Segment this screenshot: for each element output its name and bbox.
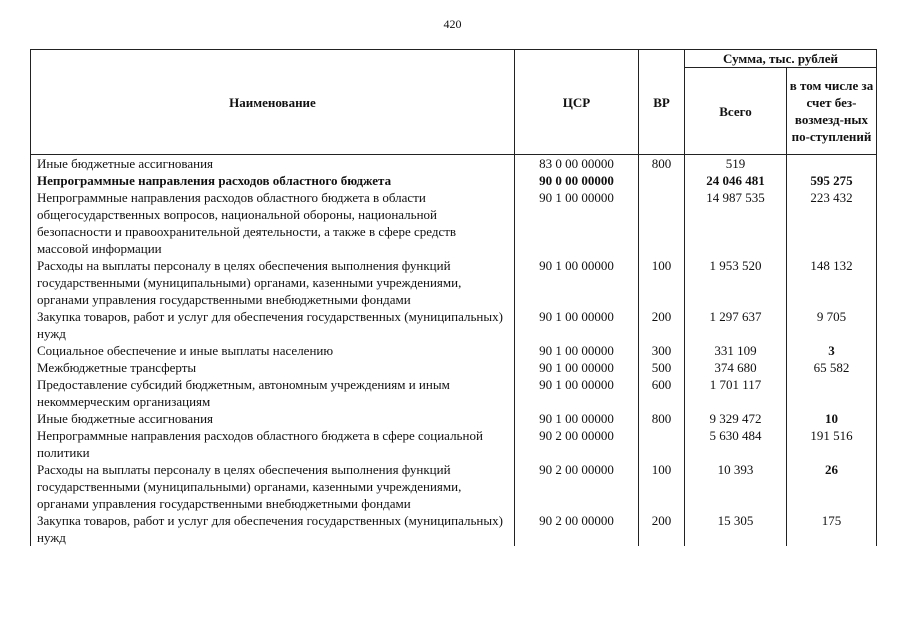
table-row — [31, 359, 877, 376]
table-row — [31, 308, 877, 342]
row-name: Расходы на выплаты персоналу в целях обеспечения выполнения функций государственными (муниципальными) органами, казенными учреждениями, органами управления государственными внебюджетными фондами — [31, 461, 515, 512]
row-name: Непрограммные направления расходов областного бюджета — [31, 172, 515, 189]
table-row — [31, 461, 877, 512]
row-csr: 90 1 00 00000 — [515, 410, 639, 427]
row-csr: 90 1 00 00000 — [515, 376, 639, 410]
row-free-receipts — [787, 155, 877, 173]
column-header-sum-group: Сумма, тыс. рублей — [685, 50, 877, 68]
row-vr: 100 — [639, 461, 685, 512]
row-free-receipts: 9 705 — [787, 308, 877, 342]
row-csr: 90 2 00 00000 — [515, 512, 639, 546]
column-header-name: Наименование — [31, 50, 515, 155]
row-name: Иные бюджетные ассигнования — [31, 155, 515, 173]
row-total: 15 305 — [685, 512, 787, 546]
row-total: 1 297 637 — [685, 308, 787, 342]
row-vr: 100 — [639, 257, 685, 308]
budget-table — [30, 49, 877, 546]
row-name: Расходы на выплаты персоналу в целях обеспечения выполнения функций государственными (муниципальными) органами, казенными учреждениями, органами управления государственными внебюджетными фондами — [31, 257, 515, 308]
column-header-total: Всего — [685, 68, 787, 155]
header-row-top — [31, 50, 877, 68]
row-name: Закупка товаров, работ и услуг для обеспечения государственных (муниципальных) нужд — [31, 512, 515, 546]
row-vr — [639, 189, 685, 257]
table-row — [31, 189, 877, 257]
row-free-receipts: 10 — [787, 410, 877, 427]
row-free-receipts: 3 — [787, 342, 877, 359]
row-vr: 200 — [639, 308, 685, 342]
row-free-receipts: 26 — [787, 461, 877, 512]
row-total: 1 701 117 — [685, 376, 787, 410]
row-name: Закупка товаров, работ и услуг для обеспечения государственных (муниципальных) нужд — [31, 308, 515, 342]
row-csr: 90 1 00 00000 — [515, 342, 639, 359]
row-csr: 90 1 00 00000 — [515, 359, 639, 376]
row-free-receipts: 223 432 — [787, 189, 877, 257]
row-vr: 300 — [639, 342, 685, 359]
row-csr: 90 1 00 00000 — [515, 308, 639, 342]
row-name: Непрограммные направления расходов областного бюджета в сфере социальной политики — [31, 427, 515, 461]
row-free-receipts: 175 — [787, 512, 877, 546]
page-number: 420 — [443, 17, 462, 31]
row-name: Социальное обеспечение и иные выплаты населению — [31, 342, 515, 359]
table-row — [31, 512, 877, 546]
row-csr: 90 2 00 00000 — [515, 427, 639, 461]
row-free-receipts: 191 516 — [787, 427, 877, 461]
row-total: 374 680 — [685, 359, 787, 376]
row-total: 519 — [685, 155, 787, 173]
table-row — [31, 172, 877, 189]
row-free-receipts: 65 582 — [787, 359, 877, 376]
table-row — [31, 376, 877, 410]
row-total: 5 630 484 — [685, 427, 787, 461]
row-csr: 83 0 00 00000 — [515, 155, 639, 173]
row-total: 24 046 481 — [685, 172, 787, 189]
row-total: 331 109 — [685, 342, 787, 359]
column-header-vr: ВР — [639, 50, 685, 155]
row-csr: 90 0 00 00000 — [515, 172, 639, 189]
row-total: 1 953 520 — [685, 257, 787, 308]
row-total: 9 329 472 — [685, 410, 787, 427]
row-free-receipts: 148 132 — [787, 257, 877, 308]
table-row — [31, 257, 877, 308]
row-name: Иные бюджетные ассигнования — [31, 410, 515, 427]
row-total: 10 393 — [685, 461, 787, 512]
row-vr: 800 — [639, 155, 685, 173]
row-total: 14 987 535 — [685, 189, 787, 257]
row-free-receipts: 595 275 — [787, 172, 877, 189]
table-body — [31, 155, 877, 547]
row-name: Предоставление субсидий бюджетным, автономным учреждениям и иным некоммерческим организациям — [31, 376, 515, 410]
row-vr: 500 — [639, 359, 685, 376]
row-vr — [639, 427, 685, 461]
row-free-receipts — [787, 376, 877, 410]
row-csr: 90 1 00 00000 — [515, 189, 639, 257]
table-row — [31, 427, 877, 461]
row-csr: 90 2 00 00000 — [515, 461, 639, 512]
row-vr — [639, 172, 685, 189]
row-vr: 200 — [639, 512, 685, 546]
table-row — [31, 342, 877, 359]
column-header-free-receipts: в том числе за счет без-возмезд-ных по-ступлений — [787, 68, 877, 155]
row-vr: 600 — [639, 376, 685, 410]
column-header-csr: ЦСР — [515, 50, 639, 155]
row-vr: 800 — [639, 410, 685, 427]
table-row — [31, 155, 877, 173]
row-csr: 90 1 00 00000 — [515, 257, 639, 308]
table-row — [31, 410, 877, 427]
row-name: Межбюджетные трансферты — [31, 359, 515, 376]
row-name: Непрограммные направления расходов областного бюджета в области общегосударственных вопросов, национальной обороны, национальной безопасности и правоохранительной деятельности, а также в сфере средств массовой информации — [31, 189, 515, 257]
